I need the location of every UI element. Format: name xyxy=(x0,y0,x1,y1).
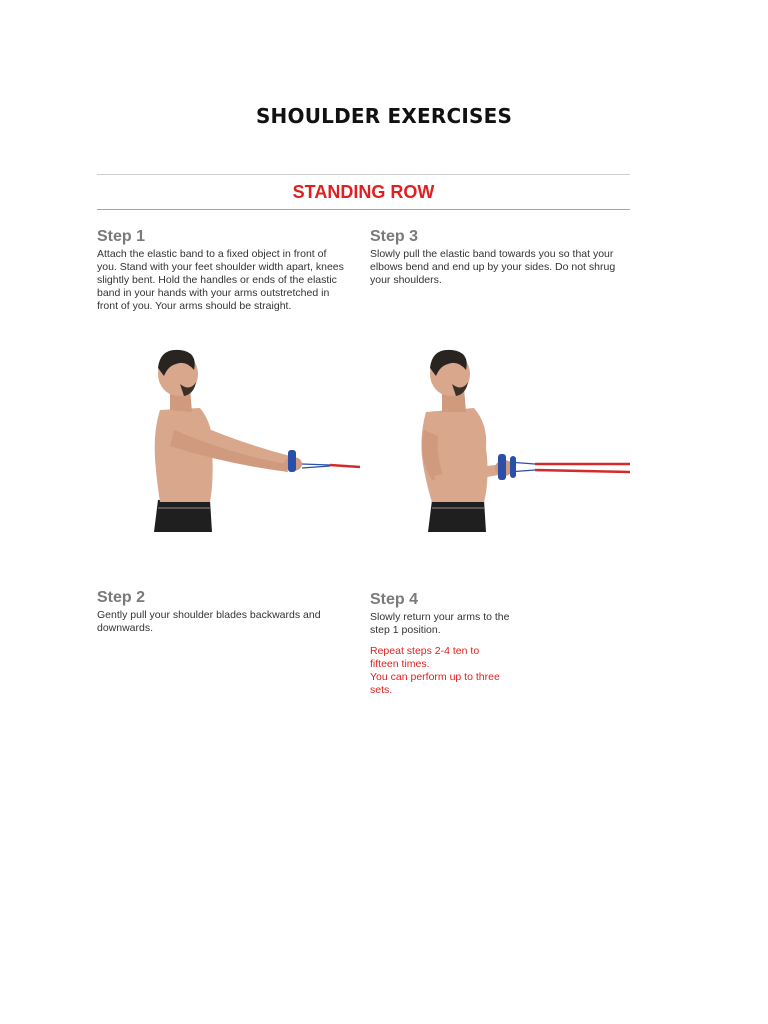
step-text: Gently pull your shoulder blades backwards and downwards. xyxy=(97,609,321,634)
exercise-illustration-start xyxy=(130,340,365,535)
step-text: Slowly return your arms to the step 1 position. xyxy=(370,611,510,636)
step-4 xyxy=(370,591,510,697)
sets-note: You can perform up to three sets. xyxy=(370,671,500,696)
step-heading: Step 2 xyxy=(97,589,146,606)
step-text: Slowly pull the elastic band towards you so that your elbows bend and end up by your sides. Do not shrug your shoulders. xyxy=(370,248,616,286)
step-1 xyxy=(97,228,347,313)
step-2 xyxy=(97,589,347,635)
repeat-note: Repeat steps 2-4 ten to fifteen times. xyxy=(370,645,480,670)
step-3 xyxy=(370,228,628,287)
step-heading: Step 4 xyxy=(370,591,419,608)
step-text: Attach the elastic band to a fixed object in front of you. Stand with your feet shoulder width apart, knees slightly bent. Hold the handles or ends of the elastic band in your hands with your arms outstretched in front of you. Your arms should be straight. xyxy=(97,248,344,312)
section-divider-top xyxy=(97,174,630,175)
step-heading: Step 1 xyxy=(97,228,146,245)
exercise-illustration-end xyxy=(410,340,632,535)
page-title: SHOULDER EXERCISES xyxy=(255,104,513,128)
section-divider-bottom xyxy=(97,209,630,210)
section-title: STANDING ROW xyxy=(292,182,435,202)
step-heading: Step 3 xyxy=(370,228,419,245)
